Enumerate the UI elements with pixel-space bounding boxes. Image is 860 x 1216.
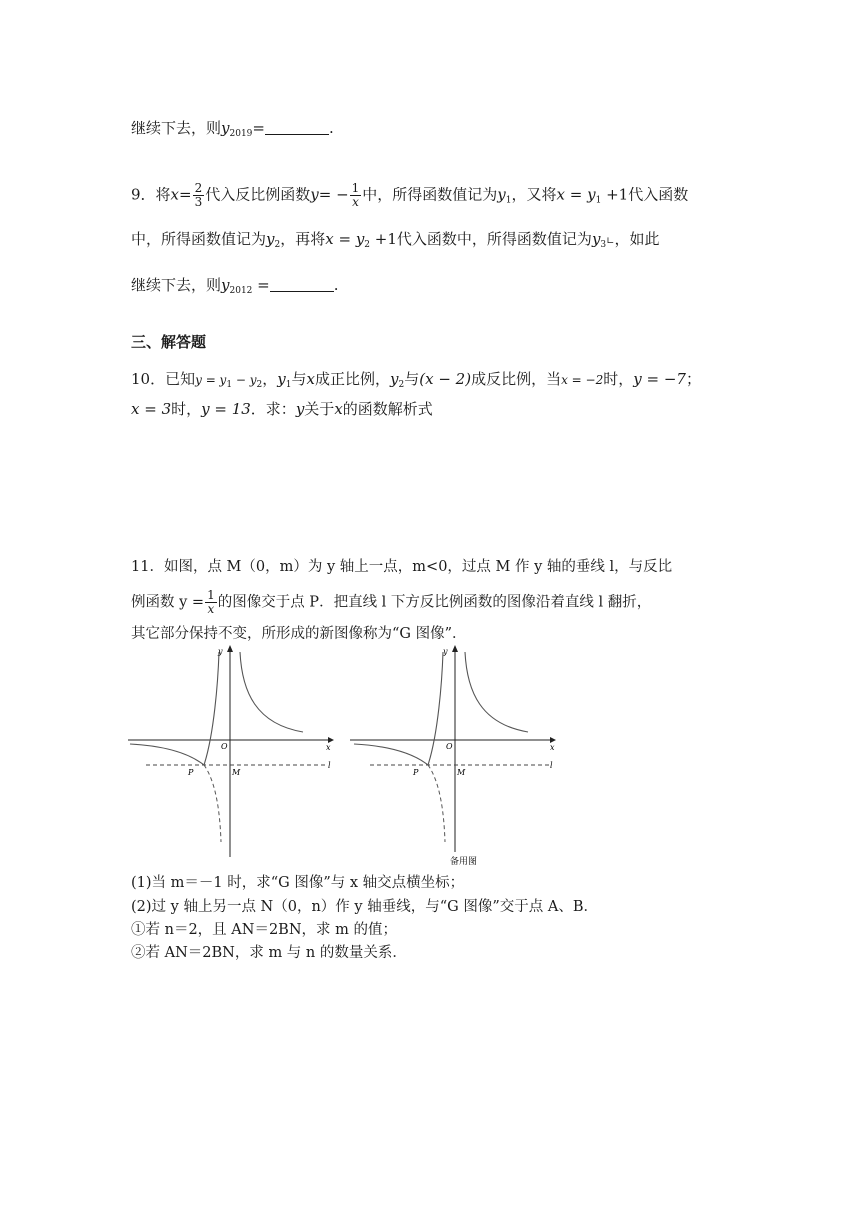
folded-branch xyxy=(204,652,219,765)
q9-line2: 中，所得函数值记为$y_2$，再将$x = y_2 +1$代入函数中，所得函数值记为$y_3∟$，如此 xyxy=(131,230,660,250)
y-label: y xyxy=(443,647,448,656)
q11-sub2: (2)过 y 轴上另一点 N（0，n）作 y 轴垂线，与“G 图像”交于点 A、B． xyxy=(131,899,598,915)
graph-figure-1 xyxy=(128,642,338,862)
q11-sub1: (1)当 m＝－1 时，求“G 图像”与 x 轴交点横坐标； xyxy=(131,875,465,891)
section-heading: 三、解答题 xyxy=(131,333,207,351)
q11-sub3: ①若 n＝2，且 AN＝2BN，求 m 的值； xyxy=(131,922,397,938)
p-label: P xyxy=(413,768,419,777)
l-label: l xyxy=(328,761,331,770)
original-branch-dashed xyxy=(204,765,221,842)
branch-upper-right xyxy=(240,652,303,732)
q11-line1: 11．如图，点 M（0，m）为 y 轴上一点，m<0，过点 M 作 y 轴的垂线 l，与反比 xyxy=(131,559,673,575)
y-label: y xyxy=(218,647,223,656)
fraction: $\frac{1}{x}$ xyxy=(351,181,360,209)
prev-question-tail: 继续下去，则$y_{2019}=$ . xyxy=(131,119,334,139)
answer-blank xyxy=(265,120,329,135)
folded-branch xyxy=(428,652,443,765)
q11-line3: 其它部分保持不变，所形成的新图像称为“G 图像”． xyxy=(131,626,467,642)
origin-label: O xyxy=(446,742,453,751)
p-label: P xyxy=(188,768,194,777)
q9-line1: 9．将x= $\frac{2}{3}$ 代入反比例函数y= − $\frac{1}{x}$ 中，所得函数值记为$y_1$，又将$x = y_1 +1$代入函数 xyxy=(131,181,689,209)
origin-label: O xyxy=(221,742,228,751)
x-label: x xyxy=(326,743,331,752)
m-label: M xyxy=(232,768,241,777)
branch-lower-left xyxy=(354,744,428,765)
fraction: $\frac{2}{3}$ xyxy=(194,181,203,209)
m-label: M xyxy=(457,768,466,777)
x-label: x xyxy=(550,743,555,752)
y-axis-arrow xyxy=(227,645,233,652)
q11-sub4: ②若 AN＝2BN，求 m 与 n 的数量关系． xyxy=(131,945,407,961)
branch-lower-left xyxy=(130,744,204,765)
q10-line1: 10．已知$y = y_1 - y_2$，$y_1$与x成正比例，$y_2$与(x − 2)成反比例，当x = −2时，y = −7； xyxy=(131,370,701,390)
answer-blank xyxy=(270,277,334,292)
y-axis-arrow xyxy=(452,645,458,652)
branch-upper-right xyxy=(465,652,528,732)
q9-line3: 继续下去，则$y_{2012}$ = . xyxy=(131,276,339,296)
graph-caption: 备用图 xyxy=(450,857,478,867)
fraction: $\frac{1}{x}$ xyxy=(207,588,215,616)
q10-line2: x = 3时，y = 13．求：y关于x的函数解析式 xyxy=(131,400,433,418)
graph-figure-2 xyxy=(350,642,560,870)
l-label: l xyxy=(550,761,553,770)
q11-line2: 例函数 y = $\frac{1}{x}$ 的图像交于点 P．把直线 l 下方反比例函数的图像沿着直线 l 翻折， xyxy=(131,588,652,616)
original-branch-dashed xyxy=(428,765,445,842)
